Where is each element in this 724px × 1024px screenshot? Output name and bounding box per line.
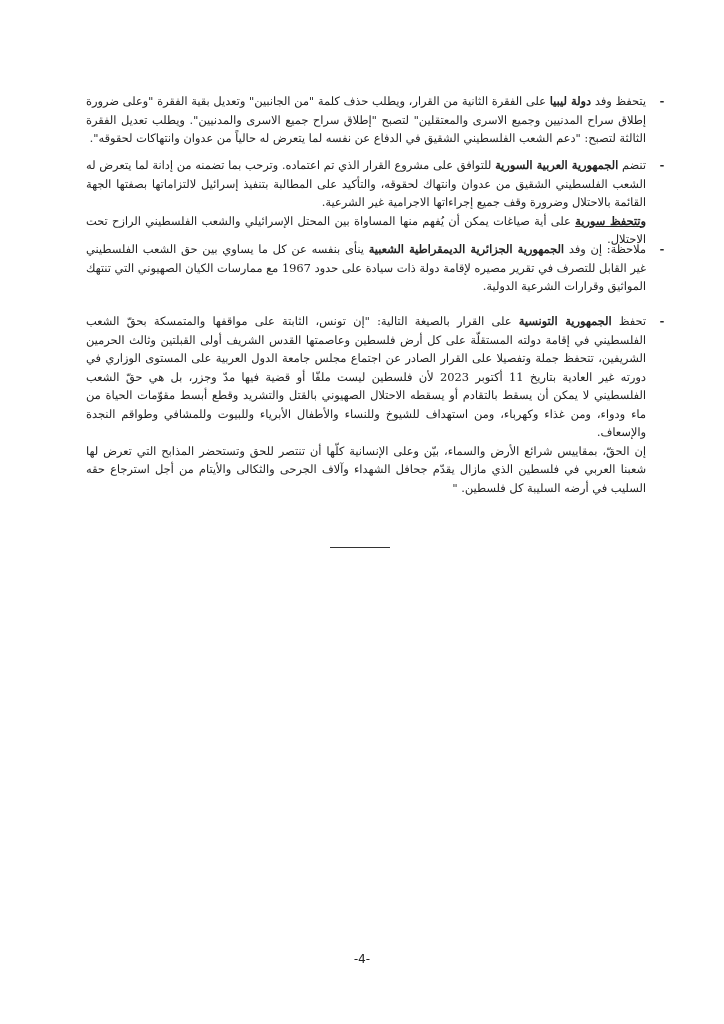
syria-reservation-label: وتتحفظ سورية [575,213,646,228]
paragraph-algeria: ملاحظة: إن وفد الجمهورية الجزائرية الديمقراطية الشعبية ينأى بنفسه عن كل ما يساوي بين حق الشعب الفلسطيني غير القابل للتصرف في تقرير مصيره لإقامة دولة ذات سيادة على حدود 1967 مع ممارسات الكيان الصهيوني التي تنتهك المواثيق وقرارات الشرعية الدولية. [86,242,647,293]
list-item-libya [86,92,665,148]
bullet-dash: - [659,242,665,256]
country-name-syria: الجمهورية العربية السورية [495,158,619,172]
paragraph-tunisia: تحفظ الجمهورية التونسية على القرار بالصيغة التالية: "إن تونس، الثابتة على مواقفها والمتمسكة بحقّ الشعب الفلسطيني في إقامة دولته المستقلّة على كل أرض فلسطين وعاصمتها القدس الشريف أولى القبلتين وثالث الحرمين الشريفين، تتحفظ جملة وتفصيلا على القرار الصادر عن اجتماع مجلس جامعة الدول العربية على المستوى الوزاري في دورته غير العادية بتاريخ 11 أكتوبر 2023 لأن فلسطين ليست ملفّا أو قضية فيها مدّ وجزر، بل هي حقّ الشعب الفلسطيني لا يمكن أن يسقط بالتقادم أو يسقطه الاحتلال الصهيوني بالقتل والتشريد وقطع أبسط مقوّمات الحياة من ماء ودواء، ومن غذاء وكهرباء، ومن استهداف للشيوخ وللنساء والأطفال الأبرياء وللبيوت وللمشافي وطواقم النجدة والإسعاف. [86,314,646,439]
bullet-dash: - [659,94,665,108]
paragraph-tunisia-continued: إن الحقّ، بمقاييس شرائع الأرض والسماء، بيّن وعلى الإنسانية كلّها أن تنتصر للحق وتستحضر المذابح التي تعرض لها شعبنا العربي في فلسطين الذي مازال يقدّم جحافل الشهداء وآلاف الجرحى والثكالى والأيتام من أجل استرجاع حقه السليب في أرضه السليبة كل فلسطين. " [86,443,646,495]
country-name-libya: دولة ليبيا [549,94,592,108]
paragraph-libya: يتحفظ وفد دولة ليبيا على الفقرة الثانية من القرار، ويطلب حذف كلمة "من الجانبين" وتعديل بقية الفقرة "وعلى ضرورة إطلاق سراح المدنيين وجميع الاسرى والمعتقلين" لتصبح "إطلاق سراح جميع الاسرى والمدنيين". ويطلب تعديل الفقرة الثالثة لتصبح: "دعم الشعب الفلسطيني الشقيق في الدفاع عن نفسه لما يتعرض له حالياً من عدوان وانتهاكات لحقوقه". [86,94,646,145]
list-item-syria [86,156,665,249]
bullet-dash: - [659,314,665,328]
section-divider [330,547,390,548]
country-name-algeria: الجمهورية الجزائرية الديمقراطية الشعبية [368,242,565,256]
list-item-tunisia [86,312,665,497]
bullet-dash: - [659,158,665,172]
country-name-tunisia: الجمهورية التونسية [518,314,612,328]
list-item-algeria [86,240,665,296]
paragraph-syria: تنضم الجمهورية العربية السورية للتوافق على مشروع القرار الذي تم اعتماده. وترحب بما تضمنه من إدانة لما يتعرض له الشعب الفلسطيني الشقيق من عدوان وانتهاك لحقوقه، والتأكيد على المطالبة بتنفيذ إسرائيل لالتزاماتها بصفتها الجهة القائمة بالاحتلال وضرورة وقف جميع إجراءاتها الاجرامية غير الشرعية. [86,158,647,209]
page-number: -4- [353,952,371,966]
paragraph-syria-reservation: وتتحفظ سورية على أية صياغات يمكن أن يُفهم منها المساواة بين المحتل الإسرائيلي والشعب الفلسطيني الرازح تحت الاحتلال. [86,213,646,246]
